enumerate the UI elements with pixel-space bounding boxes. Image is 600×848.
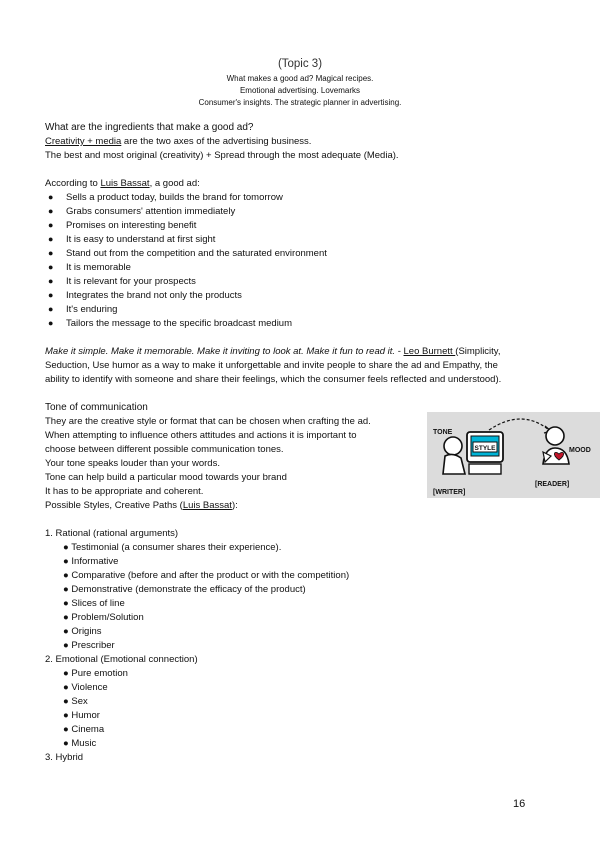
bullet-icon: ● — [48, 290, 54, 300]
tone-line: choose between different possible communication tones. — [45, 444, 284, 455]
list-item — [63, 696, 88, 708]
style-label: STYLE — [474, 445, 496, 452]
list-item — [63, 738, 96, 750]
luis-bassat-styles-link[interactable]: Luis Bassat — [182, 500, 232, 511]
burnett-rest: (Simplicity, — [455, 346, 501, 357]
page-number: 16 — [513, 798, 526, 810]
bullet-icon: ● — [48, 318, 54, 328]
styles-pre: Possible Styles, Creative Paths ( — [45, 500, 183, 511]
bullet-icon: ● — [48, 234, 54, 244]
bullet-icon: ● — [48, 276, 54, 286]
bullet-icon: ● — [63, 668, 72, 679]
list-item: It is relevant for your prospects — [66, 276, 196, 287]
list-item-text: Cinema — [71, 724, 105, 735]
bullet-icon: ● — [63, 612, 72, 623]
reader-label: [READER] — [535, 481, 570, 488]
bullet-icon: ● — [48, 206, 54, 216]
burnett-line-3: ability to identify with someone and share their feelings, which the consumer feels reflected and understood). — [45, 374, 502, 385]
list-item-text: Informative — [71, 556, 119, 567]
list-item: Integrates the brand not only the products — [66, 290, 242, 301]
mood-label: MOOD — [569, 447, 591, 454]
bullet-icon: ● — [63, 696, 72, 707]
burnett-line-2: Seduction, Use humor as a way to make it unforgettable and invite people to share the ad and Empathy, the — [45, 360, 498, 371]
list-item: It's enduring — [66, 304, 118, 315]
list-item — [63, 598, 125, 610]
tone-style-mood-illustration — [427, 412, 600, 498]
axes-line — [45, 136, 311, 148]
list-item: Tailors the message to the specific broadcast medium — [66, 318, 292, 329]
tone-heading: Tone of communication — [45, 402, 148, 413]
reader-head — [546, 427, 564, 445]
bullet-icon: ● — [63, 542, 72, 553]
tone-line: They are the creative style or format that can be chosen when crafting the ad. — [45, 416, 371, 427]
tone-line: When attempting to influence others attitudes and actions it is important to — [45, 430, 357, 441]
list-item — [63, 570, 349, 582]
bullet-icon: ● — [63, 598, 72, 609]
emotional-label: 2. Emotional (Emotional connection) — [45, 654, 198, 665]
list-item-text: Violence — [71, 682, 108, 693]
list-item: It is easy to understand at first sight — [66, 234, 216, 245]
leo-burnett-link[interactable]: Leo Burnett — [403, 346, 456, 357]
list-item-text: Problem/Solution — [71, 612, 144, 623]
list-item — [63, 682, 108, 694]
list-item — [63, 724, 104, 736]
styles-post: ): — [231, 500, 238, 511]
bullet-icon: ● — [63, 724, 72, 735]
subtitle-line-1: What makes a good ad? Magical recipes. — [226, 74, 374, 83]
bullet-icon: ● — [48, 192, 54, 202]
list-item-text: Pure emotion — [71, 668, 128, 679]
list-item-text: Testimonial (a consumer shares their experience). — [71, 542, 282, 553]
topic-label: (Topic 3) — [277, 58, 323, 70]
styles-line — [45, 500, 238, 512]
creativity-media-link[interactable]: Creativity + media — [45, 136, 122, 147]
ingredients-heading: What are the ingredients that make a good ad? — [45, 122, 254, 133]
bullet-icon: ● — [63, 584, 72, 595]
list-item-text: Demonstrative (demonstrate the efficacy of the product) — [71, 584, 306, 595]
writer-head — [444, 437, 462, 455]
bullet-icon: ● — [63, 682, 72, 693]
list-item — [63, 556, 118, 568]
bullet-icon: ● — [63, 556, 72, 567]
bullet-icon: ● — [48, 248, 54, 258]
bassat-intro-pre: According to — [45, 178, 101, 189]
list-item-text: Slices of line — [71, 598, 125, 609]
list-item: It is memorable — [66, 262, 131, 273]
writer-label: [WRITER] — [433, 489, 466, 496]
rational-label: 1. Rational (rational arguments) — [45, 528, 179, 539]
list-item-text: Comparative (before and after the product or with the competition) — [71, 570, 350, 581]
best-line: The best and most original (creativity) + Spread through the most adequate (Media). — [45, 150, 399, 161]
bullet-icon: ● — [63, 710, 72, 721]
list-item — [63, 710, 100, 722]
bullet-icon: ● — [63, 570, 72, 581]
list-item-text: Humor — [71, 710, 100, 721]
list-item — [63, 640, 115, 652]
bassat-intro — [45, 178, 200, 190]
burnett-line-1 — [45, 346, 501, 358]
bullet-icon: ● — [63, 626, 72, 637]
burnett-dash: - — [395, 346, 404, 357]
subtitle-line-3: Consumer's insights. The strategic planner in advertising. — [198, 98, 402, 107]
list-item — [63, 542, 281, 554]
tone-label: TONE — [433, 429, 453, 436]
bullet-icon: ● — [48, 220, 54, 230]
list-item: Grabs consumers' attention immediately — [66, 206, 236, 217]
tone-line: Tone can help build a particular mood towards your brand — [45, 472, 287, 483]
hybrid-label: 3. Hybrid — [45, 752, 84, 763]
list-item: Sells a product today, builds the brand for tomorrow — [66, 192, 283, 203]
tone-line: Your tone speaks louder than your words. — [45, 458, 220, 469]
bassat-intro-post: , a good ad: — [149, 178, 200, 189]
bullet-icon: ● — [48, 262, 54, 272]
list-item: Promises on interesting benefit — [66, 220, 197, 231]
tone-line: It has to be appropriate and coherent. — [45, 486, 204, 497]
list-item-text: Sex — [71, 696, 88, 707]
bullet-icon: ● — [63, 640, 72, 651]
list-item — [63, 626, 101, 638]
keyboard-icon — [469, 464, 501, 474]
list-item-text: Origins — [71, 626, 102, 637]
subtitle-line-2: Emotional advertising. Lovemarks — [239, 86, 361, 95]
burnett-quote: Make it simple. Make it memorable. Make it inviting to look at. Make it fun to read it. — [45, 346, 396, 357]
axes-text: are the two axes of the advertising business. — [121, 136, 312, 147]
list-item-text: Prescriber — [71, 640, 115, 651]
bullet-icon: ● — [48, 304, 54, 314]
list-item — [63, 668, 128, 680]
luis-bassat-link[interactable]: Luis Bassat — [100, 178, 150, 189]
list-item — [63, 612, 144, 624]
bullet-icon: ● — [63, 738, 72, 749]
list-item-text: Music — [71, 738, 97, 749]
list-item: Stand out from the competition and the saturated environment — [66, 248, 327, 259]
list-item — [63, 584, 306, 596]
